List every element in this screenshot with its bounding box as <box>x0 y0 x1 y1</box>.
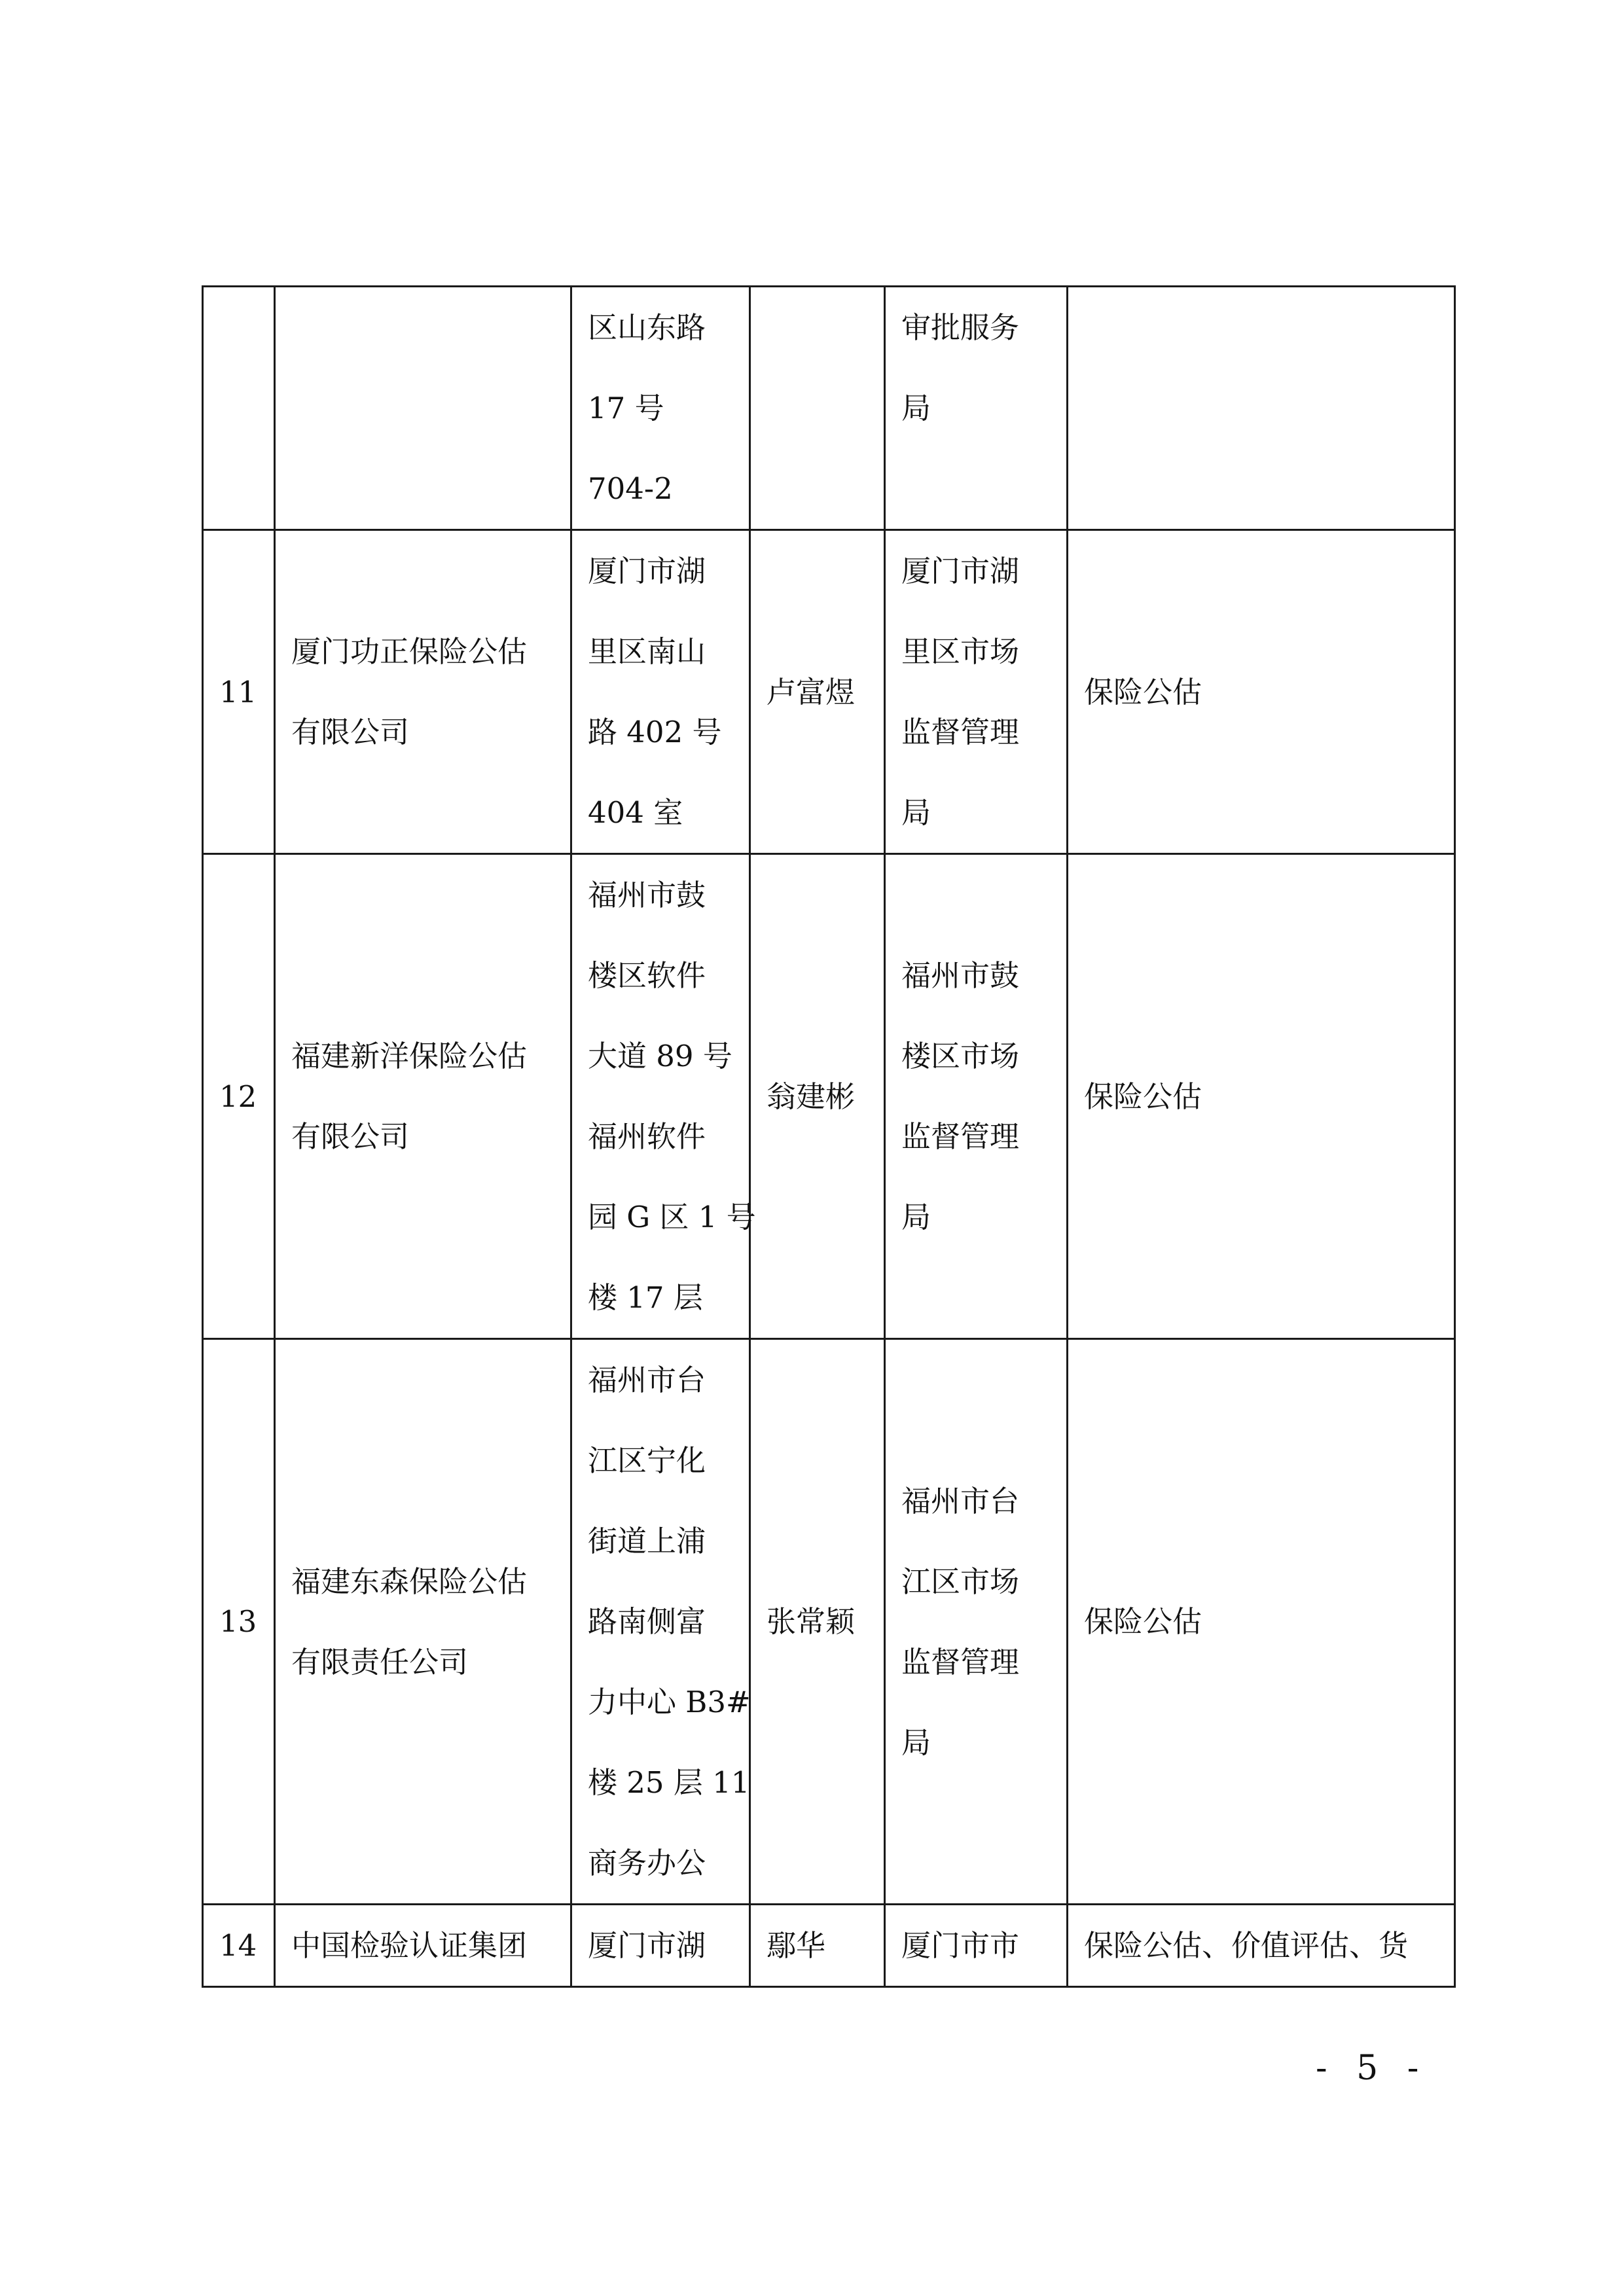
table-row <box>203 1905 1455 1987</box>
authority-line: 厦门市湖 <box>901 554 1020 588</box>
authority-line: 里区市场 <box>901 634 1020 669</box>
authority-line: 局 <box>901 795 931 830</box>
address-line: 17 号 <box>588 391 664 425</box>
authority-line: 监督管理 <box>901 715 1020 749</box>
address-line: 大道 89 号 <box>588 1039 732 1073</box>
authority-cell <box>885 287 1068 530</box>
serial-number-cell <box>203 287 275 530</box>
address-cell <box>571 854 756 1339</box>
address-line: 福州软件 <box>588 1119 706 1154</box>
serial-number-cell: 12 <box>203 854 275 1339</box>
address-cell <box>571 530 750 854</box>
business-scope-cell: 保险公估 <box>1068 854 1455 1339</box>
address-line: 楼 25 层 11 <box>588 1765 750 1800</box>
authority-cell <box>885 854 1068 1339</box>
authority-cell <box>885 1339 1068 1905</box>
company-name-cell <box>275 1339 571 1905</box>
business-scope-cell: 保险公估 <box>1068 1339 1455 1905</box>
registry-table <box>202 285 1456 1988</box>
address-cell <box>571 287 750 530</box>
table-row <box>203 1339 1455 1905</box>
representative-cell: 鄢华 <box>750 1905 885 1987</box>
address-line: 街道上浦 <box>588 1524 706 1558</box>
table-row <box>203 287 1455 530</box>
address-line: 里区南山 <box>588 634 706 669</box>
company-name-line: 有限公司 <box>291 1119 410 1154</box>
authority-line: 局 <box>901 1725 931 1760</box>
company-name-cell <box>275 1905 571 1987</box>
page-number: - 5 - <box>1316 2049 1428 2088</box>
authority-line: 福州市台 <box>901 1483 1020 1518</box>
business-scope-cell: 保险公估 <box>1068 530 1455 854</box>
address-line: 商务办公 <box>588 1846 706 1880</box>
serial-number-cell: 13 <box>203 1339 275 1905</box>
business-scope-cell: 保险公估、价值评估、货 <box>1068 1905 1455 1987</box>
serial-number-cell: 11 <box>203 530 275 854</box>
address-line: 路 402 号 <box>588 715 722 749</box>
company-name-cell <box>275 287 571 530</box>
authority-line: 厦门市市 <box>901 1928 1020 1963</box>
address-line: 楼区软件 <box>588 958 706 993</box>
address-line: 园 G 区 1 号 <box>588 1200 756 1234</box>
company-name-line: 厦门功正保险公估 <box>291 634 528 669</box>
address-line: 404 室 <box>588 795 683 830</box>
serial-number-cell: 14 <box>203 1905 275 1987</box>
representative-cell: 卢富煜 <box>750 530 885 854</box>
address-line: 楼 17 层 <box>588 1280 703 1315</box>
company-name-line: 有限责任公司 <box>291 1644 469 1679</box>
address-cell <box>571 1905 750 1987</box>
address-line: 路南侧富 <box>588 1604 706 1639</box>
table-row <box>203 854 1455 1339</box>
representative-cell: 翁建彬 <box>750 854 885 1339</box>
representative-cell <box>750 287 885 530</box>
address-line: 江区宁化 <box>588 1443 706 1478</box>
authority-line: 江区市场 <box>901 1564 1020 1599</box>
company-name-line: 中国检验认证集团 <box>291 1928 528 1963</box>
authority-cell <box>885 530 1068 854</box>
authority-line: 局 <box>901 391 931 425</box>
company-name-cell <box>275 854 571 1339</box>
company-name-line: 有限公司 <box>291 715 410 749</box>
authority-line: 楼区市场 <box>901 1039 1020 1073</box>
authority-line: 监督管理 <box>901 1119 1020 1154</box>
company-name-line: 福建新洋保险公估 <box>291 1039 528 1073</box>
authority-line: 福州市鼓 <box>901 958 1020 993</box>
authority-line: 监督管理 <box>901 1644 1020 1679</box>
address-line: 区山东路 <box>588 310 706 345</box>
representative-cell: 张常颖 <box>750 1339 885 1905</box>
address-line: 厦门市湖 <box>588 554 706 588</box>
address-line: 福州市鼓 <box>588 878 706 912</box>
authority-cell <box>885 1905 1068 1987</box>
company-name-cell <box>275 530 571 854</box>
company-name-line: 福建东森保险公估 <box>291 1564 528 1599</box>
authority-line: 审批服务 <box>901 310 1020 345</box>
table-row <box>203 530 1455 854</box>
address-line: 厦门市湖 <box>588 1928 706 1963</box>
address-line: 福州市台 <box>588 1363 706 1397</box>
address-line: 力中心 B3# <box>588 1685 751 1719</box>
business-scope-cell <box>1068 287 1455 530</box>
address-cell <box>571 1339 750 1905</box>
authority-line: 局 <box>901 1200 931 1234</box>
address-line: 704-2 <box>588 471 673 506</box>
